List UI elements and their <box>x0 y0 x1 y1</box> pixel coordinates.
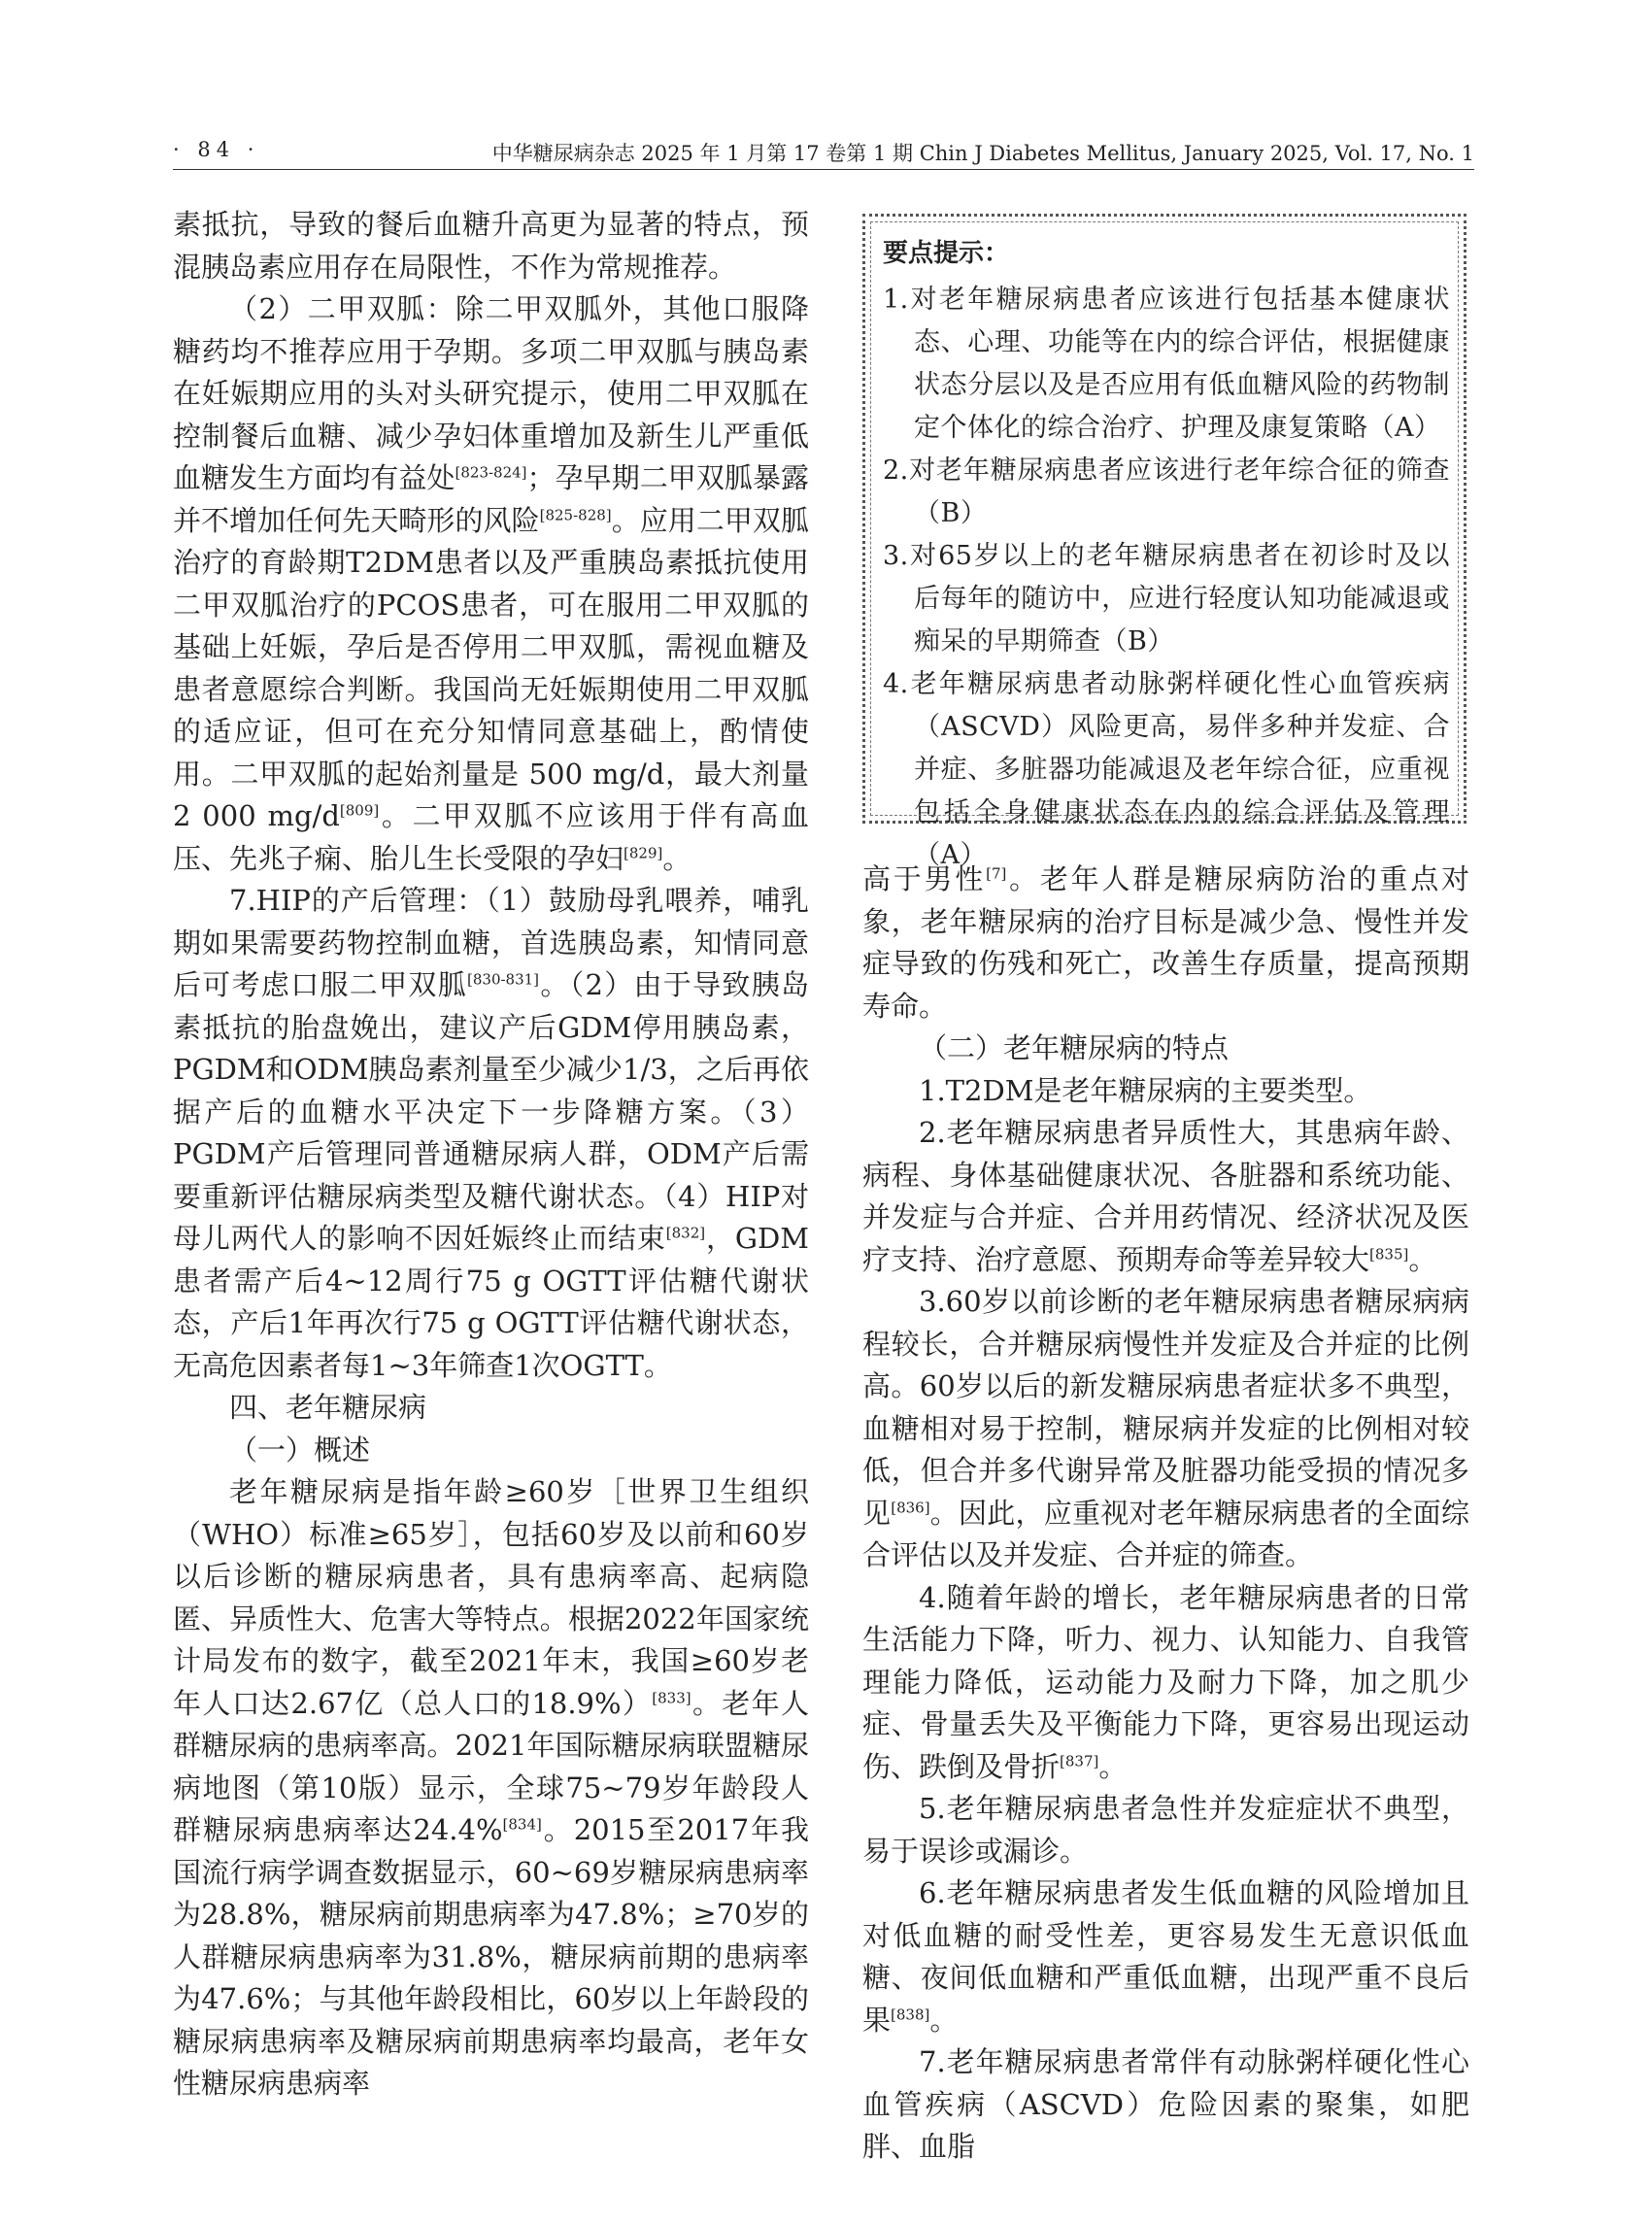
feature-item: 3.60岁以前诊断的老年糖尿病患者糖尿病病程较长，合并糖尿病慢性并发症及合并症的比例高。60岁以后的新发糖尿病患者症状多不典型，血糖相对易于控制，糖尿病并发症的比例相对较低，但合并多代谢异常及脏器功能受损的情况多见[836]。因此，应重视对老年糖尿病患者的全面综合评估以及并发症、合并症的筛查。 <box>862 1285 1469 1571</box>
citation: [833] <box>652 1688 691 1706</box>
citation: [834] <box>502 1815 542 1834</box>
citation: [825-828] <box>539 505 612 523</box>
citation: [837] <box>1060 1751 1099 1770</box>
citation: [836] <box>891 1498 930 1516</box>
feature-item: 2.老年糖尿病患者异质性大，其患病年龄、病程、身体基础健康状况、各脏器和系统功能、并发症与合并症、合并用药情况、经济状况及医疗支持、治疗意愿、预期寿命等差异较大[835]。 <box>862 1116 1469 1276</box>
feature-item: 4.随着年龄的增长，老年糖尿病患者的日常生活能力下降，听力、视力、认知能力、自我管理能力降低，运动能力及耐力下降，加之肌少症、骨量丢失及平衡能力下降，更容易出现运动伤、跌倒及骨折[837]。 <box>862 1580 1469 1783</box>
key-point-item: 2.对老年糖尿病患者应该进行老年综合征的筛查（B） <box>883 455 1450 528</box>
key-point-item: 3.对65岁以上的老年糖尿病患者在初诊时及以后每年的随访中，应进行轻度认知功能减退或痴呆的早期筛查（B） <box>883 541 1450 657</box>
paragraph-insulin-note: 素抵抗，导致的餐后血糖升高更为显著的特点，预混胰岛素应用存在局限性，不作为常规推荐。 <box>173 208 809 284</box>
citation: [829] <box>624 843 663 861</box>
feature-item: 7.老年糖尿病患者常伴有动脉粥样硬化性心血管疾病（ASCVD）危险因素的聚集，如肥胖、血脂 <box>862 2045 1469 2163</box>
subsection-heading-features: （二）老年糖尿病的特点 <box>919 1031 1230 1064</box>
citation: [809] <box>339 801 380 820</box>
subsection-heading-overview: （一）概述 <box>229 1433 371 1466</box>
paragraph-continued: 高于男性[7]。老年人群是糖尿病防治的重点对象，老年糖尿病的治疗目标是减少急、慢性并发症导致的伤残和死亡，改善生存质量，提高预期寿命。 <box>862 862 1469 1023</box>
feature-item: 6.老年糖尿病患者发生低血糖的风险增加且对低血糖的耐受性差，更容易发生无意识低血糖、夜间低血糖和严重低血糖，出现严重不良后果[838]。 <box>862 1876 1469 2037</box>
key-points-box <box>862 214 1467 870</box>
left-column <box>173 204 809 2106</box>
key-point-item: 1.对老年糖尿病患者应该进行包括基本健康状态、心理、功能等在内的综合评估，根据健康状态分层以及是否应用有低血糖风险的药物制定个体化的综合治疗、护理及康复策略（A） <box>883 285 1450 443</box>
citation: [832] <box>665 1224 706 1242</box>
page-number: · 84 · <box>173 138 260 161</box>
citation: [7] <box>986 864 1007 883</box>
paragraph-overview: 老年糖尿病是指年龄≥60岁［世界卫生组织（WHO）标准≥65岁］，包括60岁及以前和60岁以后诊断的糖尿病患者，具有患病率高、起病隐匿、异质性大、危害大等特点。根据2022年国家统计局发布的数字，截至2021年末，我国≥60岁老年人口达2.67亿（总人口的18.9%）[833]。老年人群糖尿病的患病率高。2021年国际糖尿病联盟糖尿病地图（第10版）显示，全球75~79岁年龄段人群糖尿病患病率达24.4%[834]。2015至2017年我国流行病学调查数据显示，60~69岁糖尿病患病率为28.8%，糖尿病前期患病率为47.8%；≥70岁的人群糖尿病患病率为31.8%，糖尿病前期的患病率为47.6%；与其他年龄段相比，60岁以上年龄段的糖尿病患病率及糖尿病前期患病率均最高，老年女性糖尿病患病率 <box>173 1475 809 2100</box>
citation: [838] <box>891 2005 930 2023</box>
running-header <box>173 134 1474 170</box>
citation: [823-824] <box>455 463 527 482</box>
key-point-item: 4.老年糖尿病患者动脉粥样硬化性心血管疾病（ASCVD）风险更高，易伴多种并发症、合并症、多脏器功能减退及老年综合征，应重视包括全身健康状态在内的综合评估及管理（A） <box>883 669 1450 870</box>
citation: [830-831] <box>467 970 540 989</box>
journal-citation: 中华糖尿病杂志 2025 年 1 月第 17 卷第 1 期 Chin J Diabetes Mellitus, January 2025, Vol. 17, No. 1 <box>491 142 1474 165</box>
right-column <box>862 859 1469 2169</box>
paragraph-postpartum: 7.HIP的产后管理：（1）鼓励母乳喂养，哺乳期如果需要药物控制血糖，首选胰岛素，知情同意后可考虑口服二甲双胍[830-831]。（2）由于导致胰岛素抵抗的胎盘娩出，建议产后GDM停用胰岛素，PGDM和ODM胰岛素剂量至少减少1/3，之后再依据产后的血糖水平决定下一步降糖方案。（3）PGDM产后管理同普通糖尿病人群，ODM产后需要重新评估糖尿病类型及糖代谢状态。（4）HIP对母儿两代人的影响不因妊娠终止而结束[832]，GDM患者需产后4~12周行75 g OGTT评估糖代谢状态，产后1年再次行75 g OGTT评估糖代谢状态，无高危因素者每1~3年筛查1次OGTT。 <box>173 884 809 1382</box>
section-heading-elderly-diabetes: 四、老年糖尿病 <box>229 1391 427 1424</box>
feature-item: 1.T2DM是老年糖尿病的主要类型。 <box>919 1073 1372 1107</box>
citation: [835] <box>1369 1244 1409 1263</box>
paragraph-metformin: （2）二甲双胍：除二甲双胍外，其他口服降糖药均不推荐应用于孕期。多项二甲双胍与胰岛素在妊娠期应用的头对头研究提示，使用二甲双胍在控制餐后血糖、减少孕妇体重增加及新生儿严重低血糖发生方面均有益处[823-824]；孕早期二甲双胍暴露并不增加任何先天畸形的风险[825-828]。应用二甲双胍治疗的育龄期T2DM患者以及严重胰岛素抵抗使用二甲双胍治疗的PCOS患者，可在服用二甲双胍的基础上妊娠，孕后是否停用二甲双胍，需视血糖及患者意愿综合判断。我国尚无妊娠期使用二甲双胍的适应证，但可在充分知情同意基础上，酌情使用。二甲双胍的起始剂量是 500 mg/d，最大剂量 2 000 mg/d[809]。二甲双胍不应该用于伴有高血压、先兆子痫、胎儿生长受限的孕妇[829]。 <box>173 292 809 875</box>
feature-item: 5.老年糖尿病患者急性并发症症状不典型，易于误诊或漏诊。 <box>862 1792 1469 1868</box>
key-points-title: 要点提示： <box>883 239 1010 268</box>
